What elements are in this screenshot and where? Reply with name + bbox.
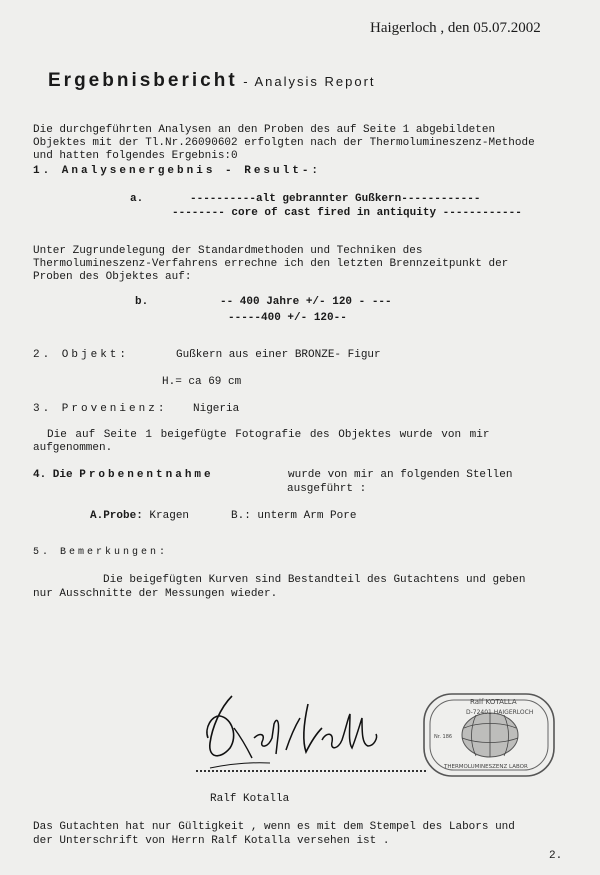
stamp-side: Nr. 186 (434, 734, 453, 740)
object-value: Gußkern aus einer BRONZE- Figur (176, 349, 381, 361)
remarks-line-2: nur Ausschnitte der Messungen wieder. (33, 588, 278, 600)
object-height: H.= ca 69 cm (162, 376, 242, 388)
sampling-text-1: wurde von mir an folgenden Stellen (288, 469, 513, 481)
probe-a-value: Kragen (149, 510, 190, 522)
title-sub: Analysis Report (254, 74, 376, 89)
photo-note-line-2: aufgenommen. (33, 442, 113, 454)
section-5-heading: 5. Bemerkungen: (33, 547, 169, 558)
result-b-label: b. (135, 296, 149, 308)
handwritten-signature (190, 688, 390, 778)
intro-line-1: Die durchgeführten Analysen an den Proben des auf Seite 1 abgebildeten (33, 124, 496, 136)
section-4-num: 4. Die (33, 469, 73, 481)
method-line-1: Unter Zugrundelegung der Standardmethoden und Techniken des (33, 245, 423, 257)
probe-b (231, 510, 356, 522)
method-line-3: Proben des Objektes auf: (33, 271, 192, 283)
stamp-city: D-72401 HAIGERLOCH (466, 709, 534, 716)
laboratory-stamp (418, 688, 563, 783)
probe-a (90, 510, 189, 522)
signer-name: Ralf Kotalla (210, 793, 290, 805)
result-a-label: a. (130, 193, 144, 205)
photo-note-line-1: Die auf Seite 1 beigefügte Fotografie des Objektes wurde von mir (47, 429, 490, 441)
result-a-line-de: ----------alt gebrannter Gußkern------------ (190, 193, 481, 205)
footer-line-1: Das Gutachten hat nur Gültigkeit , wenn es mit dem Stempel des Labors und (33, 821, 515, 833)
title-separator: - (237, 74, 255, 89)
sampling-text-2: ausgeführt : (287, 483, 367, 495)
page-number: 2. (549, 850, 563, 862)
report-title (48, 70, 376, 92)
place-date: Haigerloch , den 05.07.2002 (370, 20, 541, 36)
section-2-heading: 2. Objekt: (33, 349, 130, 361)
probe-b-value: unterm Arm Pore (257, 510, 357, 522)
section-4-heading (33, 469, 214, 481)
intro-line-2: Objektes mit der Tl.Nr.26090602 erfolgten nach der Thermolumineszenz-Methode (33, 137, 535, 149)
stamp-name: Ralf KOTALLA (470, 698, 517, 706)
title-main: Ergebnisbericht (48, 70, 238, 91)
result-a-line-en: -------- core of cast fired in antiquity ------------ (172, 207, 522, 219)
method-line-2: Thermolumineszenz-Verfahrens errechne ich den letzten Brennzeitpunkt der (33, 258, 509, 270)
footer-line-2: der Unterschrift von Herrn Ralf Kotalla versehen ist . (33, 835, 390, 847)
probe-b-label: B.: (231, 510, 251, 522)
signature-line (196, 768, 426, 772)
result-b-line-1: -- 400 Jahre +/- 120 - --- (220, 296, 392, 308)
result-b-line-2: -----400 +/- 120-- (228, 312, 347, 324)
section-4-word: Probenentnahme (79, 469, 214, 481)
stamp-lab: THERMOLUMINESZENZ LABOR (444, 764, 528, 770)
provenance-value: Nigeria (193, 403, 240, 415)
intro-line-3: und hatten folgendes Ergebnis:0 (33, 150, 238, 162)
remarks-line-1: Die beigefügten Kurven sind Bestandteil des Gutachtens und geben (103, 574, 526, 586)
section-3-heading: 3. Provenienz: (33, 403, 168, 415)
section-1-heading: 1. Analysenergebnis - Result-: (33, 165, 322, 177)
probe-a-label: A.Probe: (90, 510, 143, 522)
